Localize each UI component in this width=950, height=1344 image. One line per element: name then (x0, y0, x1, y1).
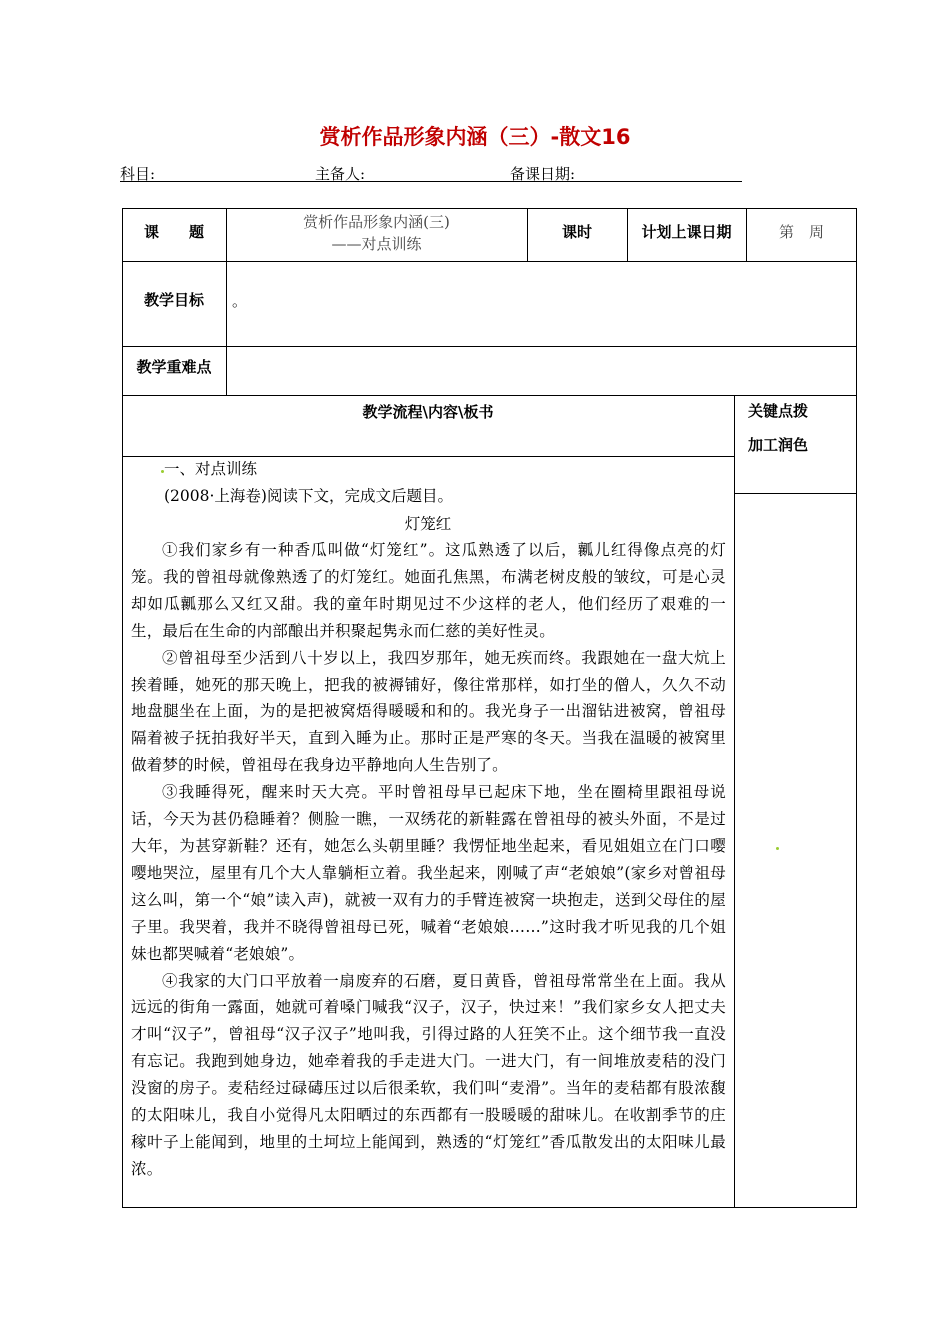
paragraph-2: ②曾祖母至少活到八十岁以上，我四岁那年，她无疾而终。我跟她在一盘大炕上挨着睡，她死的那天晚上，把我的被褥铺好，像往常那样，如打坐的僧人，久久不动地盘腿坐在上面，为的是把被窝焐得暖暖和和的。我光身子一出溜钻进被窝，曾祖母隔着被子抚拍我好半天，直到入睡为止。那时正是严寒的冬天。当我在温暖的被窝里做着梦的时候，曾祖母在我身边平静地向人生告别了。 (131, 648, 726, 775)
meta-line (120, 163, 742, 182)
paragraph-4: ④我家的大门口平放着一扇废弃的石磨，夏日黄昏，曾祖母常常坐在上面。我从远远的街角一露面，她就可着嗓门喊我“汉子，汉子，快过来！”我们家乡女人把丈夫才叫“汉子”，曾祖母“汉子汉子”地叫我，引得过路的人狂笑不止。这个细节我一直没有忘记。我跑到她身边，她牵着我的手走进大门。一进大门，有一间堆放麦秸的没门没窗的房子。麦秸经过碌碡压过以后很柔软，我们叫“麦滑”。当年的麦秸都有股浓馥的太阳味儿，我自小觉得凡太阳晒过的东西都有一股暖暖的甜味儿。在收割季节的庄稼叶子上能闻到，地里的土坷垃上能闻到，熟透的“灯笼红”香瓜散发出的太阳味儿最浓。 (131, 971, 726, 1178)
week-label: 第 周 (778, 223, 824, 241)
flow-label: 教学流程\内容\板书 (362, 403, 494, 421)
key-points-label: 教学重难点 (136, 358, 212, 376)
scan-mark (161, 470, 164, 473)
paragraph-3: ③我睡得死，醒来时天大亮。平时曾祖母早已起床下地，坐在圈椅里跟祖母说话，今天为甚仍稳睡着？侧脸一瞧，一双绣花的新鞋露在曾祖母的被头外面，不是过大年，为甚穿新鞋？还有，她怎么头朝里睡？我愣怔地坐起来，看见姐姐立在门口嘤嘤地哭泣，屋里有几个大人靠躺柜立着。我坐起来，刚喊了声“老娘娘”(家乡对曾祖母这么叫，第一个“娘”读入声)，就被一双有力的手臂连被窝一块抱走，送到父母住的屋子里。我哭着，我并不晓得曾祖母已死，喊着“老娘娘……”这时我才听见我的几个姐妹也都哭喊着“老娘娘”。 (131, 783, 726, 963)
document-title: 赏析作品形象内涵（三）-散文16 (319, 125, 631, 149)
date-label: 备课日期: (510, 165, 576, 183)
plan-date-label: 计划上课日期 (641, 223, 732, 241)
subject-label: 科目: (120, 165, 156, 183)
source-line: (2008·上海卷)阅读下文，完成文后题目。 (164, 487, 453, 505)
topic-line2: ——对点训练 (331, 235, 422, 253)
essay-title: 灯笼红 (404, 515, 452, 533)
essay-body (131, 537, 726, 1183)
goal-value: 。 (232, 292, 248, 310)
side-label-polish: 加工润色 (748, 436, 809, 454)
preparer-label: 主备人: (315, 165, 366, 183)
period-label: 课时 (561, 223, 592, 241)
side-label-key: 关键点拨 (748, 402, 809, 420)
paragraph-1: ①我们家乡有一种香瓜叫做“灯笼红”。这瓜熟透了以后，瓤儿红得像点亮的灯笼。我的曾祖母就像熟透了的灯笼红。她面孔焦黑，布满老树皮般的皱纹，可是心灵却如瓜瓤那么又红又甜。我的童年时期见过不少这样的老人，他们经历了艰难的一生，最后在生命的内部酿出并积聚起隽永而仁慈的美好性灵。 (131, 541, 726, 640)
section-heading: 一、对点训练 (164, 460, 258, 478)
topic-label: 课 题 (143, 223, 204, 241)
goal-label: 教学目标 (143, 291, 204, 309)
scan-mark (776, 847, 779, 850)
topic-line1: 赏析作品形象内涵(三) (303, 213, 450, 231)
